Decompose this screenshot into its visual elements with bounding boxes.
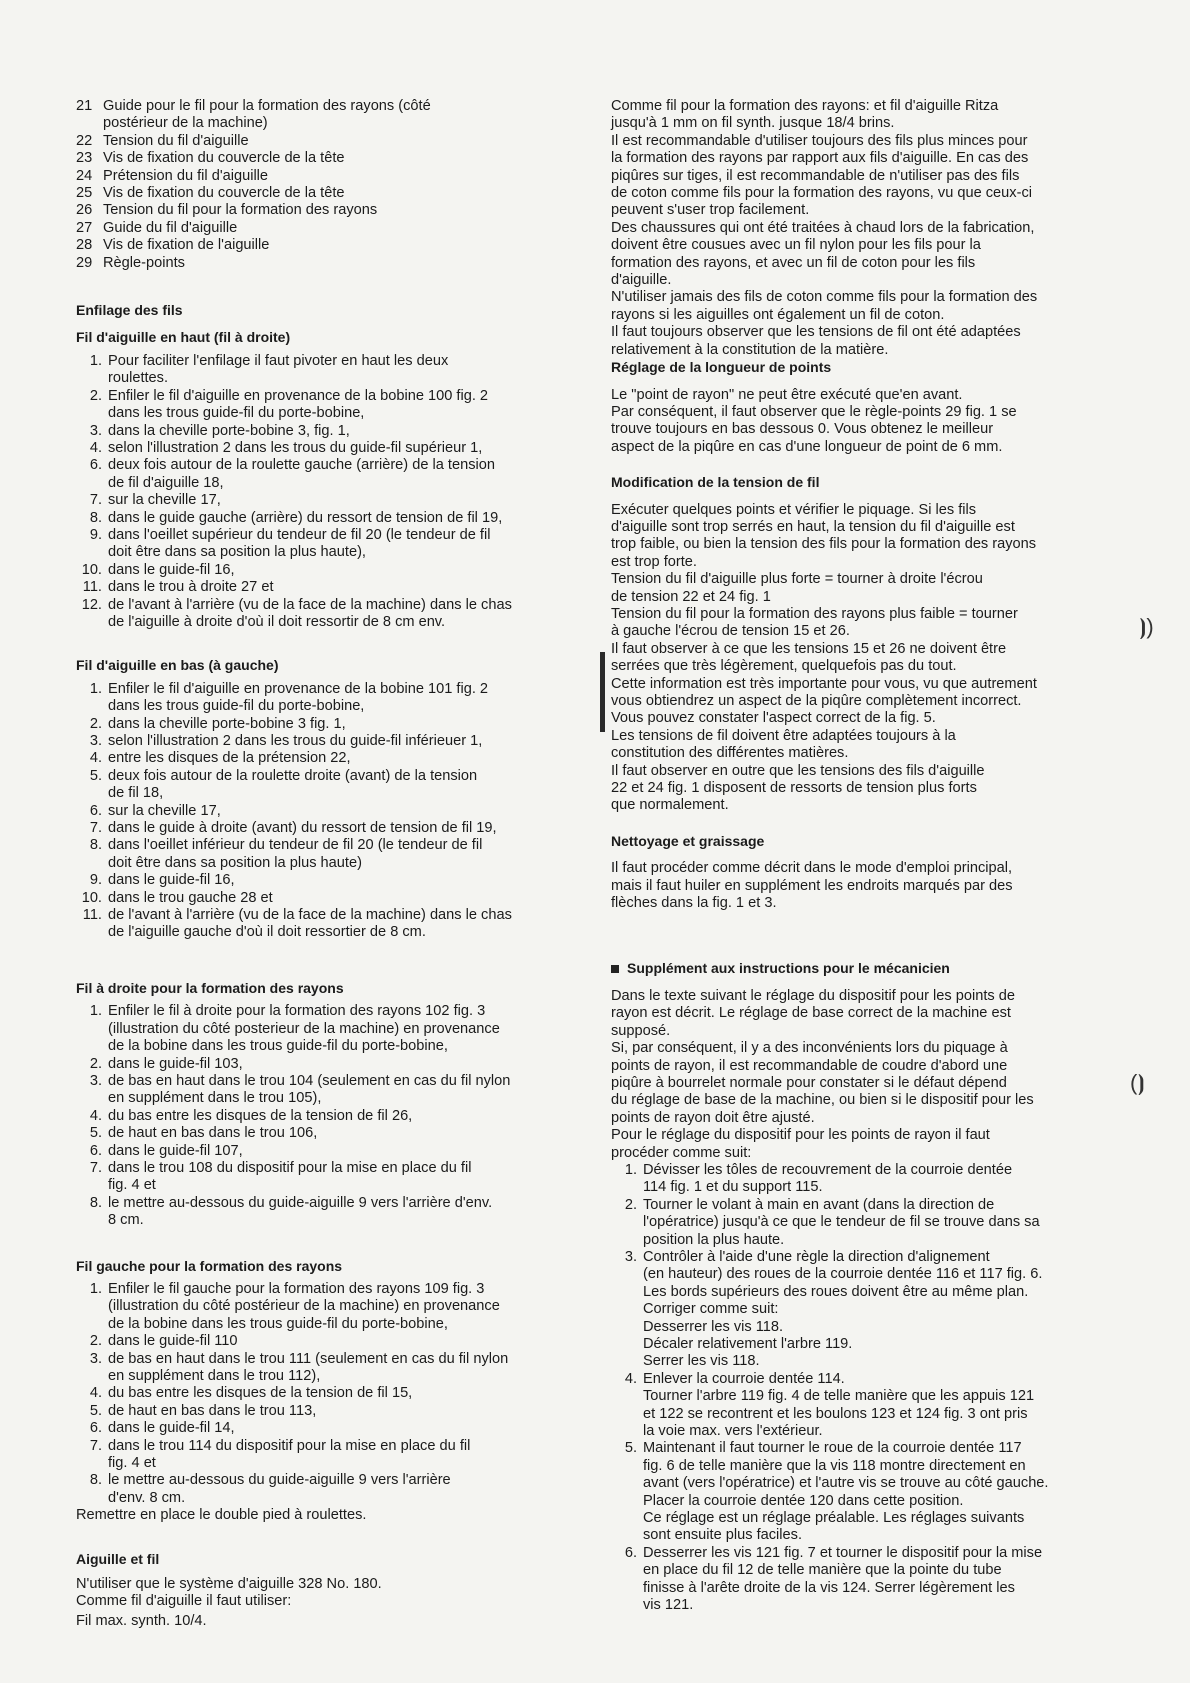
item-text: de haut en bas dans le trou 113,: [108, 1402, 317, 1419]
margin-binding-mark-icon: (⦘: [1130, 1070, 1145, 1095]
item-text: Contrôler à l'aide d'une règle la direction d'alignement (en hauteur) des roues de la courroie dentée 116 et 117 fig. 6. Les bords supérieurs des roues doivent être au même plan. Corriger comme suit: Desserrer les vis 118. Décaler relativement l'arbre 119. Serrer les vis 118.: [643, 1248, 1043, 1370]
item-text: Enfiler le fil gauche pour la formation des rayons 109 fig. 3 (illustration du côté postérieur de la machine) en provenance de la bobine dans les trous guide-fil du porte-bobine,: [108, 1280, 500, 1332]
item-number: 23: [76, 150, 93, 167]
item-number: 8.: [89, 509, 102, 526]
list-item: [76, 872, 596, 889]
needle-line-1: N'utiliser que le système d'aiguille 328 No. 180.: [76, 1576, 382, 1593]
margin-binding-mark-icon: ⦘): [1139, 614, 1154, 639]
item-text: Tension du fil d'aiguille: [103, 132, 249, 149]
list-item: [76, 1472, 596, 1507]
item-number: 9.: [89, 872, 102, 889]
list-item: [611, 1440, 1131, 1544]
tension-section: [611, 474, 1131, 815]
item-text: Enfiler le fil d'aiguille en provenance de la bobine 101 fig. 2 dans les trous guide-fil du porte-bobine,: [108, 680, 489, 715]
item-text: dans l'oeillet supérieur du tendeur de fil 20 (le tendeur de fil doit être dans sa position la plus haute),: [108, 526, 491, 561]
list-item: [76, 202, 596, 219]
item-number: 4.: [89, 439, 102, 456]
needle-heading: Aiguille et fil: [76, 1550, 160, 1567]
item-text: dans le guide-fil 16,: [108, 561, 235, 578]
mechanic-heading-text: Supplément aux instructions pour le mécanicien: [627, 960, 950, 977]
list-item: [76, 133, 596, 150]
parts-list: [76, 98, 596, 272]
right-rays-heading: Fil à droite pour la formation des rayons: [76, 979, 344, 996]
list-item: [76, 220, 596, 237]
item-text: Dévisser les tôles de recouvrement de la courroie dentée 114 fig. 1 et du support 115.: [643, 1161, 1013, 1196]
tension-heading: Modification de la tension de fil: [611, 474, 820, 491]
list-item: [76, 1385, 596, 1402]
item-number: 4.: [624, 1370, 637, 1387]
left-rays-section: [76, 1258, 596, 1525]
item-text: Guide du fil d'aiguille: [103, 219, 238, 236]
list-item: [76, 457, 596, 492]
list-item: [76, 1195, 596, 1230]
item-number: 1.: [89, 352, 102, 369]
list-item: [76, 1420, 596, 1437]
item-number: 2.: [89, 715, 102, 732]
item-text: selon l'illustration 2 dans les trous du guide-fil inférieuer 1,: [108, 733, 483, 749]
item-number: 2.: [89, 1055, 102, 1072]
item-number: 11.: [82, 579, 102, 596]
item-number: 1.: [89, 1280, 102, 1297]
item-number: 3.: [624, 1248, 637, 1265]
item-number: 27: [76, 219, 93, 236]
item-text: dans le guide-fil 16,: [108, 872, 235, 889]
item-number: 24: [76, 167, 93, 184]
right-column: [611, 98, 1131, 1633]
item-text: sur la cheville 17,: [108, 802, 221, 819]
upper-thread-heading: Fil d'aiguille en haut (fil à droite): [76, 329, 291, 346]
item-text: de haut en bas dans le trou 106,: [108, 1125, 318, 1142]
item-number: 4.: [89, 1107, 102, 1124]
item-text: dans le trou 108 du dispositif pour la mise en place du fil fig. 4 et: [108, 1159, 472, 1194]
cleaning-heading: Nettoyage et graissage: [611, 832, 765, 849]
list-item: [76, 1333, 596, 1350]
item-text: deux fois autour de la roulette gauche (arrière) de la tension de fil d'aiguille 18,: [108, 457, 495, 491]
list-item: [76, 237, 596, 254]
cleaning-text: Il faut procéder comme décrit dans le mode d'emploi principal, mais il faut huiler en supplément les endroits marqués par des flèches dans la fig. 1 et 3.: [611, 860, 1013, 912]
list-item: [76, 255, 596, 272]
right-rays-steps: [76, 1003, 596, 1229]
mechanic-heading: [611, 960, 1131, 977]
list-item: [76, 1160, 596, 1195]
item-text: Vis de fixation du couvercle de la tête: [103, 150, 345, 167]
item-number: 6.: [89, 457, 102, 474]
item-text: dans le trou gauche 28 et: [108, 889, 273, 906]
needle-section: [76, 1551, 596, 1631]
stitch-length-section: [611, 359, 1131, 456]
item-number: 6.: [624, 1544, 637, 1561]
item-number: 25: [76, 185, 93, 202]
item-number: 9.: [89, 526, 102, 543]
list-item: [76, 150, 596, 167]
item-text: sur la cheville 17,: [108, 492, 221, 509]
list-item: [76, 388, 596, 423]
item-number: 8.: [89, 1194, 102, 1211]
item-number: 7.: [89, 1437, 102, 1454]
item-number: 29: [76, 254, 93, 271]
list-item: [611, 1249, 1131, 1371]
left-rays-steps: [76, 1281, 596, 1507]
item-text: dans le trou à droite 27 et: [108, 579, 274, 596]
item-number: 5.: [89, 1402, 102, 1419]
list-item: [76, 750, 596, 767]
thread-intro-text: Comme fil pour la formation des rayons: et fil d'aiguille Ritza jusqu'à 1 mm on fil synth. jusque 18/4 brins. Il est recommandable d'utiliser toujours des fils plus minces pour la formation des rayons par rapport aux fils d'aiguille. En cas des piqûres sur tiges, il est recommandable de n'utiliser pas des fils de coton comme fils pour la formation des rayons, vu que ceux-ci peuvent s'user trop facilement. Des chaussures qui ont été traitées à chaud lors de la fabrication, doivent être cousues avec un fil nylon pour les fils pour la formation des rayons, et avec un fil de coton pour les fils d'aiguille. N'utiliser jamais des fils de coton comme fils pour la formation des rayons si les aiguilles ont également un fil de coton. Il faut toujours observer que les tensions de fil ont été adaptées relativement à la constitution de la matière.: [611, 98, 1038, 358]
tension-text-c: Les tensions de fil doivent être adaptées toujours à la constitution des différentes matières. Il faut observer en outre que les tensions des fils d'aiguille 22 et 24 fig. 1 disposent de ressorts de tension plus forts que normalement.: [611, 727, 985, 814]
list-item: [76, 1403, 596, 1420]
needle-line-2: Comme fil d'aiguille il faut utiliser:: [76, 1593, 292, 1610]
item-text: Tourner le volant à main en avant (dans la direction de l'opératrice) jusqu'à ce que le tendeur de fil se trouve dans sa position la plus haute.: [643, 1196, 1040, 1248]
list-item: [76, 890, 596, 907]
lower-thread-steps: [76, 681, 596, 942]
item-text: dans la cheville porte-bobine 3 fig. 1,: [108, 715, 346, 732]
list-item: [611, 1371, 1131, 1441]
item-number: 7.: [89, 820, 102, 837]
item-number: 1.: [89, 1003, 102, 1020]
item-text: Enfiler le fil d'aiguille en provenance de la bobine 100 fig. 2 dans les trous guide-fil du porte-bobine,: [108, 387, 489, 422]
list-item: [76, 733, 596, 750]
item-number: 3.: [89, 1350, 102, 1367]
item-number: 3.: [89, 1072, 102, 1089]
item-number: 1.: [624, 1161, 637, 1178]
list-item: [76, 803, 596, 820]
left-column: [76, 98, 596, 1648]
item-number: 10.: [81, 889, 102, 906]
item-number: 6.: [89, 1142, 102, 1159]
item-number: 6.: [89, 802, 102, 819]
item-number: 3.: [89, 733, 102, 749]
item-text: Vis de fixation de l'aiguille: [103, 237, 270, 254]
tension-text-b: Il faut observer à ce que les tensions 15 et 26 ne doivent être serrées que très légèrement, quelquefois pas du tout. Cette information est très importante pour vous, vu que autrement vous obtiendrez un aspect de la piqûre complètement incorrect. Vous pouvez constater l'aspect correct de la fig. 5.: [611, 640, 1037, 727]
item-text: Maintenant il faut tourner le roue de la courroie dentée 117 fig. 6 de telle manière que la vis 118 montre directement en avant (vers l'opératrice) et l'autre vis se trouve au côté gauche. Placer la courroie dentée 120 dans cette position. Ce réglage est un réglage préalable. Les réglages suivants sont ensuite plus faciles.: [643, 1440, 1049, 1544]
item-number: 26: [76, 202, 93, 219]
item-number: 3.: [89, 422, 102, 439]
list-item: [76, 1056, 596, 1073]
list-item: [76, 820, 596, 837]
cleaning-section: [611, 833, 1131, 913]
list-item: [76, 1143, 596, 1160]
list-item: [76, 1108, 596, 1125]
item-number: 10.: [81, 561, 102, 578]
item-text: Enlever la courroie dentée 114. Tourner l'arbre 119 fig. 4 de telle manière que les appuis 121 et 122 se recontrent et les boulons 123 et 124 fig. 3 ont pris la voie max. vers l'extérieur.: [643, 1370, 1035, 1440]
list-item: [76, 579, 596, 596]
bullet-square-icon: [611, 965, 619, 973]
item-text: Règle-points: [103, 254, 185, 271]
item-number: 21: [76, 98, 93, 114]
list-item: [76, 98, 596, 133]
list-item: [76, 353, 596, 388]
stitch-length-text: Le "point de rayon" ne peut être exécuté que'en avant. Par conséquent, il faut observer que le règle-points 29 fig. 1 se trouve toujours en bas dessous 0. Vous obtenez le meilleur aspect de la piqûre en cas d'une longueur de point de 6 mm.: [611, 386, 1017, 455]
item-number: 7.: [89, 1159, 102, 1176]
list-item: [76, 527, 596, 562]
list-item: [76, 681, 596, 716]
item-text: dans le guide-fil 103,: [108, 1055, 243, 1072]
mechanic-steps: [611, 1162, 1131, 1615]
item-text: dans l'oeillet inférieur du tendeur de fil 20 (le tendeur de fil doit être dans sa position la plus haute): [108, 837, 483, 871]
item-text: le mettre au-dessous du guide-aiguille 9 vers l'arrière d'env. 8 cm.: [108, 1194, 493, 1229]
upper-thread-steps: [76, 353, 596, 632]
item-text: du bas entre les disques de la tension de fil 15,: [108, 1385, 413, 1402]
list-item: [76, 907, 596, 942]
item-number: 11.: [82, 907, 102, 924]
item-number: 4.: [89, 1385, 102, 1402]
list-item: [611, 1162, 1131, 1197]
item-text: selon l'illustration 2 dans les trous du guide-fil supérieur 1,: [108, 439, 483, 456]
item-number: 2.: [89, 387, 102, 404]
list-item: [611, 1545, 1131, 1615]
tension-text-a: Exécuter quelques points et vérifier le piquage. Si les fils d'aiguille sont trop serrés en haut, la tension du fil d'aiguille est trop faible, ou bien la tension des fils pour la formation des rayons est trop forte. Tension du fil d'aiguille plus forte = tourner à droite l'écrou de tension 22 et 24 fig. 1 Tension du fil pour la formation des rayons plus faible = tourner à gauche l'écrou de tension 15 et 26.: [611, 501, 1037, 640]
item-number: 12.: [81, 596, 102, 613]
item-number: 6.: [89, 1420, 102, 1437]
item-text: dans la cheville porte-bobine 3, fig. 1,: [108, 422, 350, 439]
left-rays-heading: Fil gauche pour la formation des rayons: [76, 1257, 343, 1274]
mechanic-section: [611, 960, 1131, 1614]
remettre-text: Remettre en place le double pied à roulettes.: [76, 1507, 367, 1524]
item-number: 5.: [89, 1125, 102, 1142]
item-text: du bas entre les disques de la tension de fil 26,: [108, 1107, 413, 1124]
list-item: [76, 562, 596, 579]
item-text: dans le guide-fil 14,: [108, 1420, 235, 1437]
item-text: Vis de fixation du couvercle de la tête: [103, 185, 345, 202]
item-text: dans le guide gauche (arrière) du ressort de tension de fil 19,: [108, 509, 503, 526]
item-number: 28: [76, 237, 93, 254]
list-item: [76, 440, 596, 457]
item-text: Guide pour le fil pour la formation des rayons (côté postérieur de la machine): [103, 98, 431, 132]
item-text: dans le trou 114 du dispositif pour la mise en place du fil fig. 4 et: [108, 1437, 471, 1472]
item-number: 8.: [89, 1472, 102, 1489]
item-text: entre les disques de la prétension 22,: [108, 750, 351, 767]
item-text: de bas en haut dans le trou 104 (seulement en cas du fil nylon en supplément dans le trou 105),: [108, 1072, 511, 1107]
list-item: [76, 423, 596, 440]
list-item: [76, 1438, 596, 1473]
item-number: 1.: [89, 680, 102, 697]
item-text: dans le guide à droite (avant) du ressort de tension de fil 19,: [108, 820, 497, 837]
list-item: [76, 1281, 596, 1333]
item-text: Prétension du fil d'aiguille: [103, 167, 269, 184]
item-number: 7.: [89, 492, 102, 509]
item-number: 2.: [89, 1333, 102, 1350]
list-item: [76, 716, 596, 733]
item-text: de bas en haut dans le trou 111 (seulement en cas du fil nylon en supplément dans le trou 112),: [108, 1350, 509, 1384]
list-item: [76, 1351, 596, 1386]
item-text: de l'avant à l'arrière (vu de la face de la machine) dans le chas de l'aiguille à droite d'où il doit ressortir de 8 cm env.: [108, 596, 512, 630]
margin-change-bar: [600, 652, 605, 732]
upper-thread-section: [76, 329, 596, 631]
list-item: [76, 1003, 596, 1055]
list-item: [76, 510, 596, 527]
lower-thread-section: [76, 657, 596, 942]
item-text: de l'avant à l'arrière (vu de la face de la machine) dans le chas de l'aiguille gauche d'où il doit ressortier de 8 cm.: [108, 907, 512, 941]
list-item: [76, 185, 596, 202]
threading-heading: Enfilage des fils: [76, 302, 183, 319]
item-number: 2.: [624, 1196, 637, 1213]
item-text: Tension du fil pour la formation des rayons: [103, 202, 378, 219]
item-number: 22: [76, 132, 93, 149]
item-text: dans le guide-fil 110: [108, 1333, 238, 1350]
right-rays-section: [76, 980, 596, 1230]
item-text: Enfiler le fil à droite pour la formation des rayons 102 fig. 3 (illustration du côté posterieur de la machine) en provenance de la bobine dans les trous guide-fil du porte-bobine,: [108, 1003, 500, 1055]
item-text: Desserrer les vis 121 fig. 7 et tourner le dispositif pour la mise en place du fil 12 de telle manière que la pointe du tube finisse à l'arête droite de la vis 124. Serrer légèrement les vis 121.: [643, 1544, 1043, 1614]
item-text: Pour faciliter l'enfilage il faut pivoter en haut les deux roulettes.: [108, 352, 449, 387]
list-item: [76, 168, 596, 185]
mechanic-intro: Dans le texte suivant le réglage du dispositif pour les points de rayon est décrit. Le réglage de base correct de la machine est supposé. Si, par conséquent, il y a des inconvénients lors du piquage à points de rayon, il est recommandable de coudre d'abord une piqûre à bourrelet normale pour constater si le défaut dépend du réglage de base de la machine, ou bien si le dispositif pour les points de rayon doit être ajusté. Pour le réglage du dispositif pour les points de rayon il faut procéder comme suit:: [611, 987, 1034, 1161]
list-item: [76, 1073, 596, 1108]
needle-line-3: Fil max. synth. 10/4.: [76, 1612, 207, 1629]
list-item: [76, 597, 596, 632]
list-item: [76, 1125, 596, 1142]
lower-thread-heading: Fil d'aiguille en bas (à gauche): [76, 657, 279, 674]
item-text: le mettre au-dessous du guide-aiguille 9 vers l'arrière d'env. 8 cm.: [108, 1472, 451, 1506]
item-text: dans le guide-fil 107,: [108, 1142, 243, 1159]
item-number: 5.: [89, 767, 102, 784]
list-item: [76, 492, 596, 509]
item-number: 4.: [89, 750, 102, 767]
list-item: [611, 1197, 1131, 1249]
item-number: 5.: [624, 1440, 637, 1457]
item-number: 8.: [89, 837, 102, 854]
list-item: [76, 768, 596, 803]
stitch-length-heading: Réglage de la longueur de points: [611, 359, 832, 376]
list-item: [76, 837, 596, 872]
item-text: deux fois autour de la roulette droite (avant) de la tension de fil 18,: [108, 767, 478, 802]
